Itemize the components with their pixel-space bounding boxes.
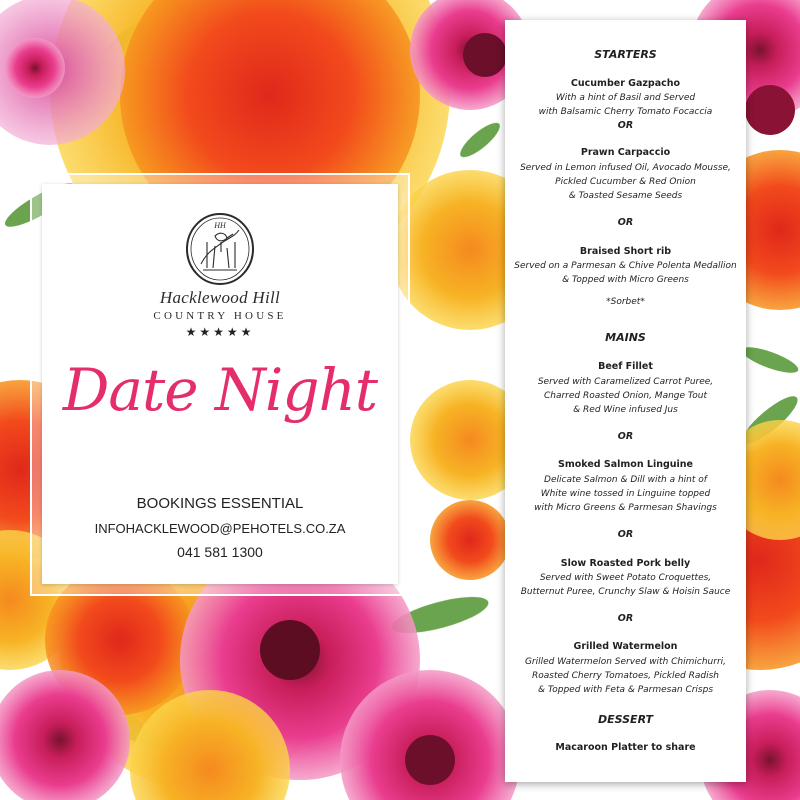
brand-subtitle: COUNTRY HOUSE <box>153 310 287 322</box>
dish-name: Slow Roasted Pork belly <box>560 558 691 569</box>
dish-description: Grilled Watermelon Served with Chimichurri, <box>524 657 727 667</box>
dish-description: Butternut Puree, Crunchy Slaw & Hoisin Sauce <box>520 587 731 597</box>
date-night-card <box>42 184 398 584</box>
sorbet-note: *Sorbet* <box>606 297 645 307</box>
section-title-dessert: DESSERT <box>597 713 654 726</box>
dish-description: Served in Lemon infused Oil, Avocado Mousse, <box>520 163 731 173</box>
dish-description: Pickled Cucumber & Red Onion <box>555 177 696 187</box>
dish-name: Cucumber Gazpacho <box>570 78 681 89</box>
dish-name: Beef Fillet <box>598 361 653 372</box>
or-divider: OR <box>617 613 634 624</box>
dish-name: Grilled Watermelon <box>573 641 678 652</box>
dish-name: Braised Short rib <box>579 246 672 257</box>
brand-name: Hacklewood Hill <box>159 288 281 307</box>
logo-monogram: HH <box>214 221 226 230</box>
headline: Date Night <box>62 356 378 424</box>
or-divider: OR <box>617 529 634 540</box>
dish-description: Charred Roasted Onion, Mange Tout <box>543 391 708 401</box>
or-divider: OR <box>617 217 634 228</box>
or-divider: OR <box>617 431 634 442</box>
dish-description: White wine tossed in Linguine topped <box>540 489 711 499</box>
phone-number[interactable]: 041 581 1300 <box>177 544 263 560</box>
bookings-notice: BOOKINGS ESSENTIAL <box>136 495 304 512</box>
dish-description: & Topped with Feta & Parmesan Crisps <box>537 685 714 695</box>
or-divider: OR <box>617 120 634 131</box>
dish-name: Macaroon Platter to share <box>555 742 696 753</box>
dish-description: & Toasted Sesame Seeds <box>568 191 683 201</box>
dish-name: Prawn Carpaccio <box>580 147 671 158</box>
dish-description: With a hint of Basil and Served <box>555 93 696 103</box>
dish-description: & Topped with Micro Greens <box>562 275 689 285</box>
dish-description: Served with Caramelized Carrot Puree, <box>537 377 714 387</box>
section-title-mains: MAINS <box>605 331 646 344</box>
dish-description: with Micro Greens & Parmesan Shavings <box>534 503 717 513</box>
dish-description: & Red Wine infused Jus <box>573 405 678 415</box>
email-link[interactable]: INFOHACKLEWOOD@PEHOTELS.CO.ZA <box>94 521 346 536</box>
dish-description: Served on a Parmesan & Chive Polenta Medallion <box>514 261 737 271</box>
dish-description: Delicate Salmon & Dill with a hint of <box>544 475 707 485</box>
dish-description: Roasted Cherry Tomatoes, Pickled Radish <box>532 671 719 681</box>
hotel-crest-logo <box>185 212 255 286</box>
dish-description: with Balsamic Cherry Tomato Focaccia <box>538 107 713 117</box>
star-rating: ★★★★★ <box>185 325 255 339</box>
menu-panel <box>505 20 746 782</box>
section-title-starters: STARTERS <box>594 48 657 61</box>
dish-name: Smoked Salmon Linguine <box>558 459 693 470</box>
dish-description: Served with Sweet Potato Croquettes, <box>539 573 712 583</box>
